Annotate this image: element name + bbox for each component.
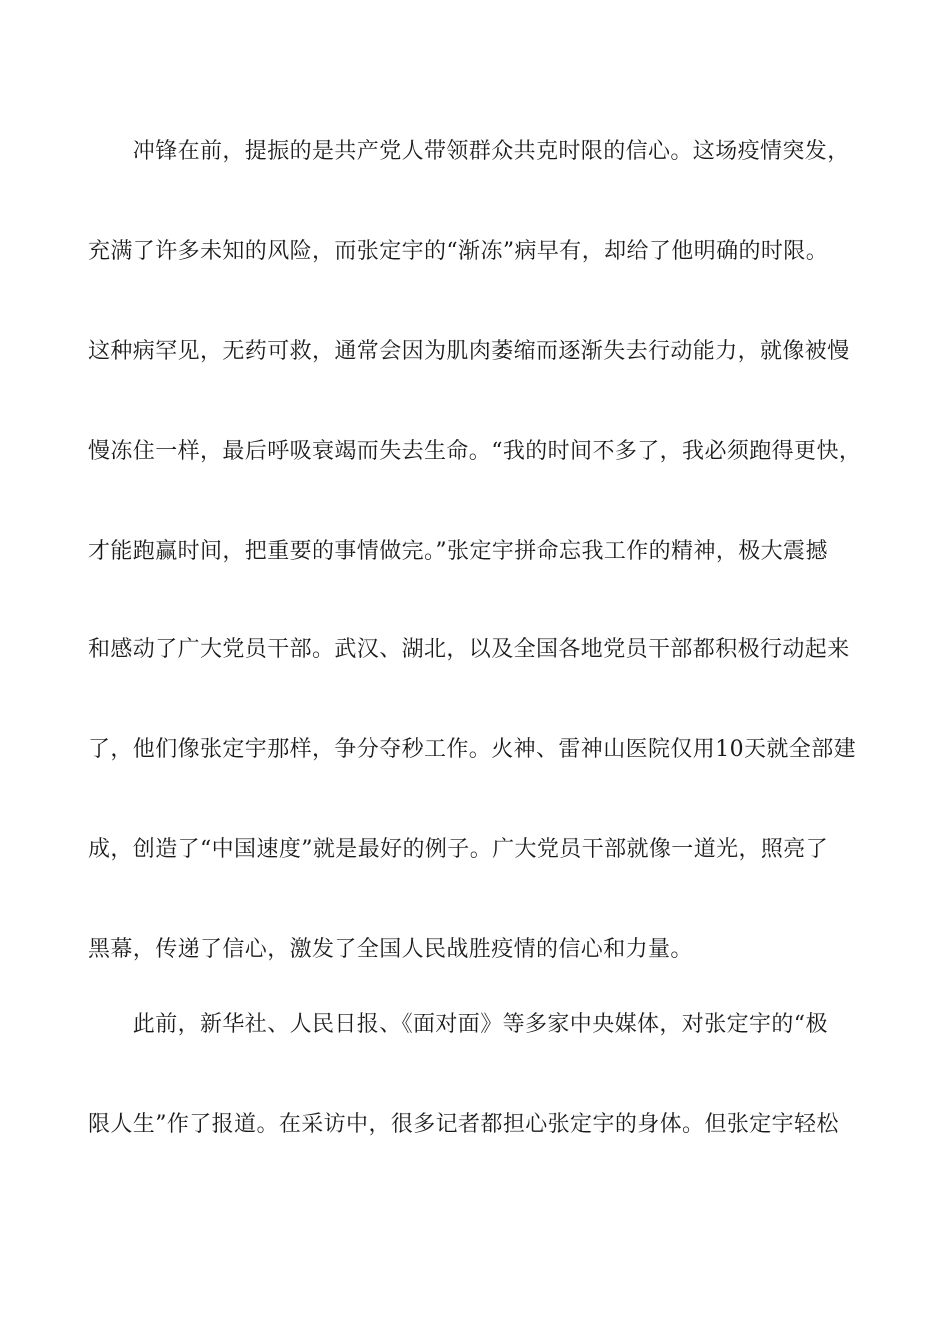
- paragraph-1-line-4: 慢冻住一样，最后呼吸衰竭而失去生命。“我的时间不多了，我必须跑得更快，: [88, 439, 862, 464]
- paragraph-2-line-2: 限人生”作了报道。在采访中，很多记者都担心张定宇的身体。但张定宇轻松: [88, 1112, 839, 1137]
- paragraph-1-line-2: 充满了许多未知的风险，而张定宇的“渐冻”病早有，却给了他明确的时限。: [88, 239, 829, 264]
- paragraph-2-line-1: 此前，新华社、人民日报、《面对面》等多家中央媒体，对张定宇的“极: [88, 1012, 828, 1037]
- paragraph-1-line-9: 黑幕，传递了信心，激发了全国人民战胜疫情的信心和力量。: [88, 937, 693, 962]
- paragraph-1-line-8: 成，创造了“中国速度”就是最好的例子。广大党员干部就像一道光，照亮了: [88, 837, 829, 862]
- paragraph-1-line-6: 和感动了广大党员干部。武汉、湖北，以及全国各地党员干部都积极行动起来: [88, 637, 850, 662]
- paragraph-1-line-3: 这种病罕见，无药可救，通常会因为肌肉萎缩而逐渐失去行动能力，就像被慢: [88, 339, 850, 364]
- paragraph-1-line-7: 了，他们像张定宇那样，争分夺秒工作。火神、雷神山医院仅用10天就全部建: [88, 737, 856, 762]
- paragraph-1-line-5: 才能跑赢时间，把重要的事情做完。”张定宇拼命忘我工作的精神，极大震撼: [88, 539, 828, 564]
- paragraph-1-line-1: 冲锋在前，提振的是共产党人带领群众共克时限的信心。这场疫情突发，: [88, 139, 850, 164]
